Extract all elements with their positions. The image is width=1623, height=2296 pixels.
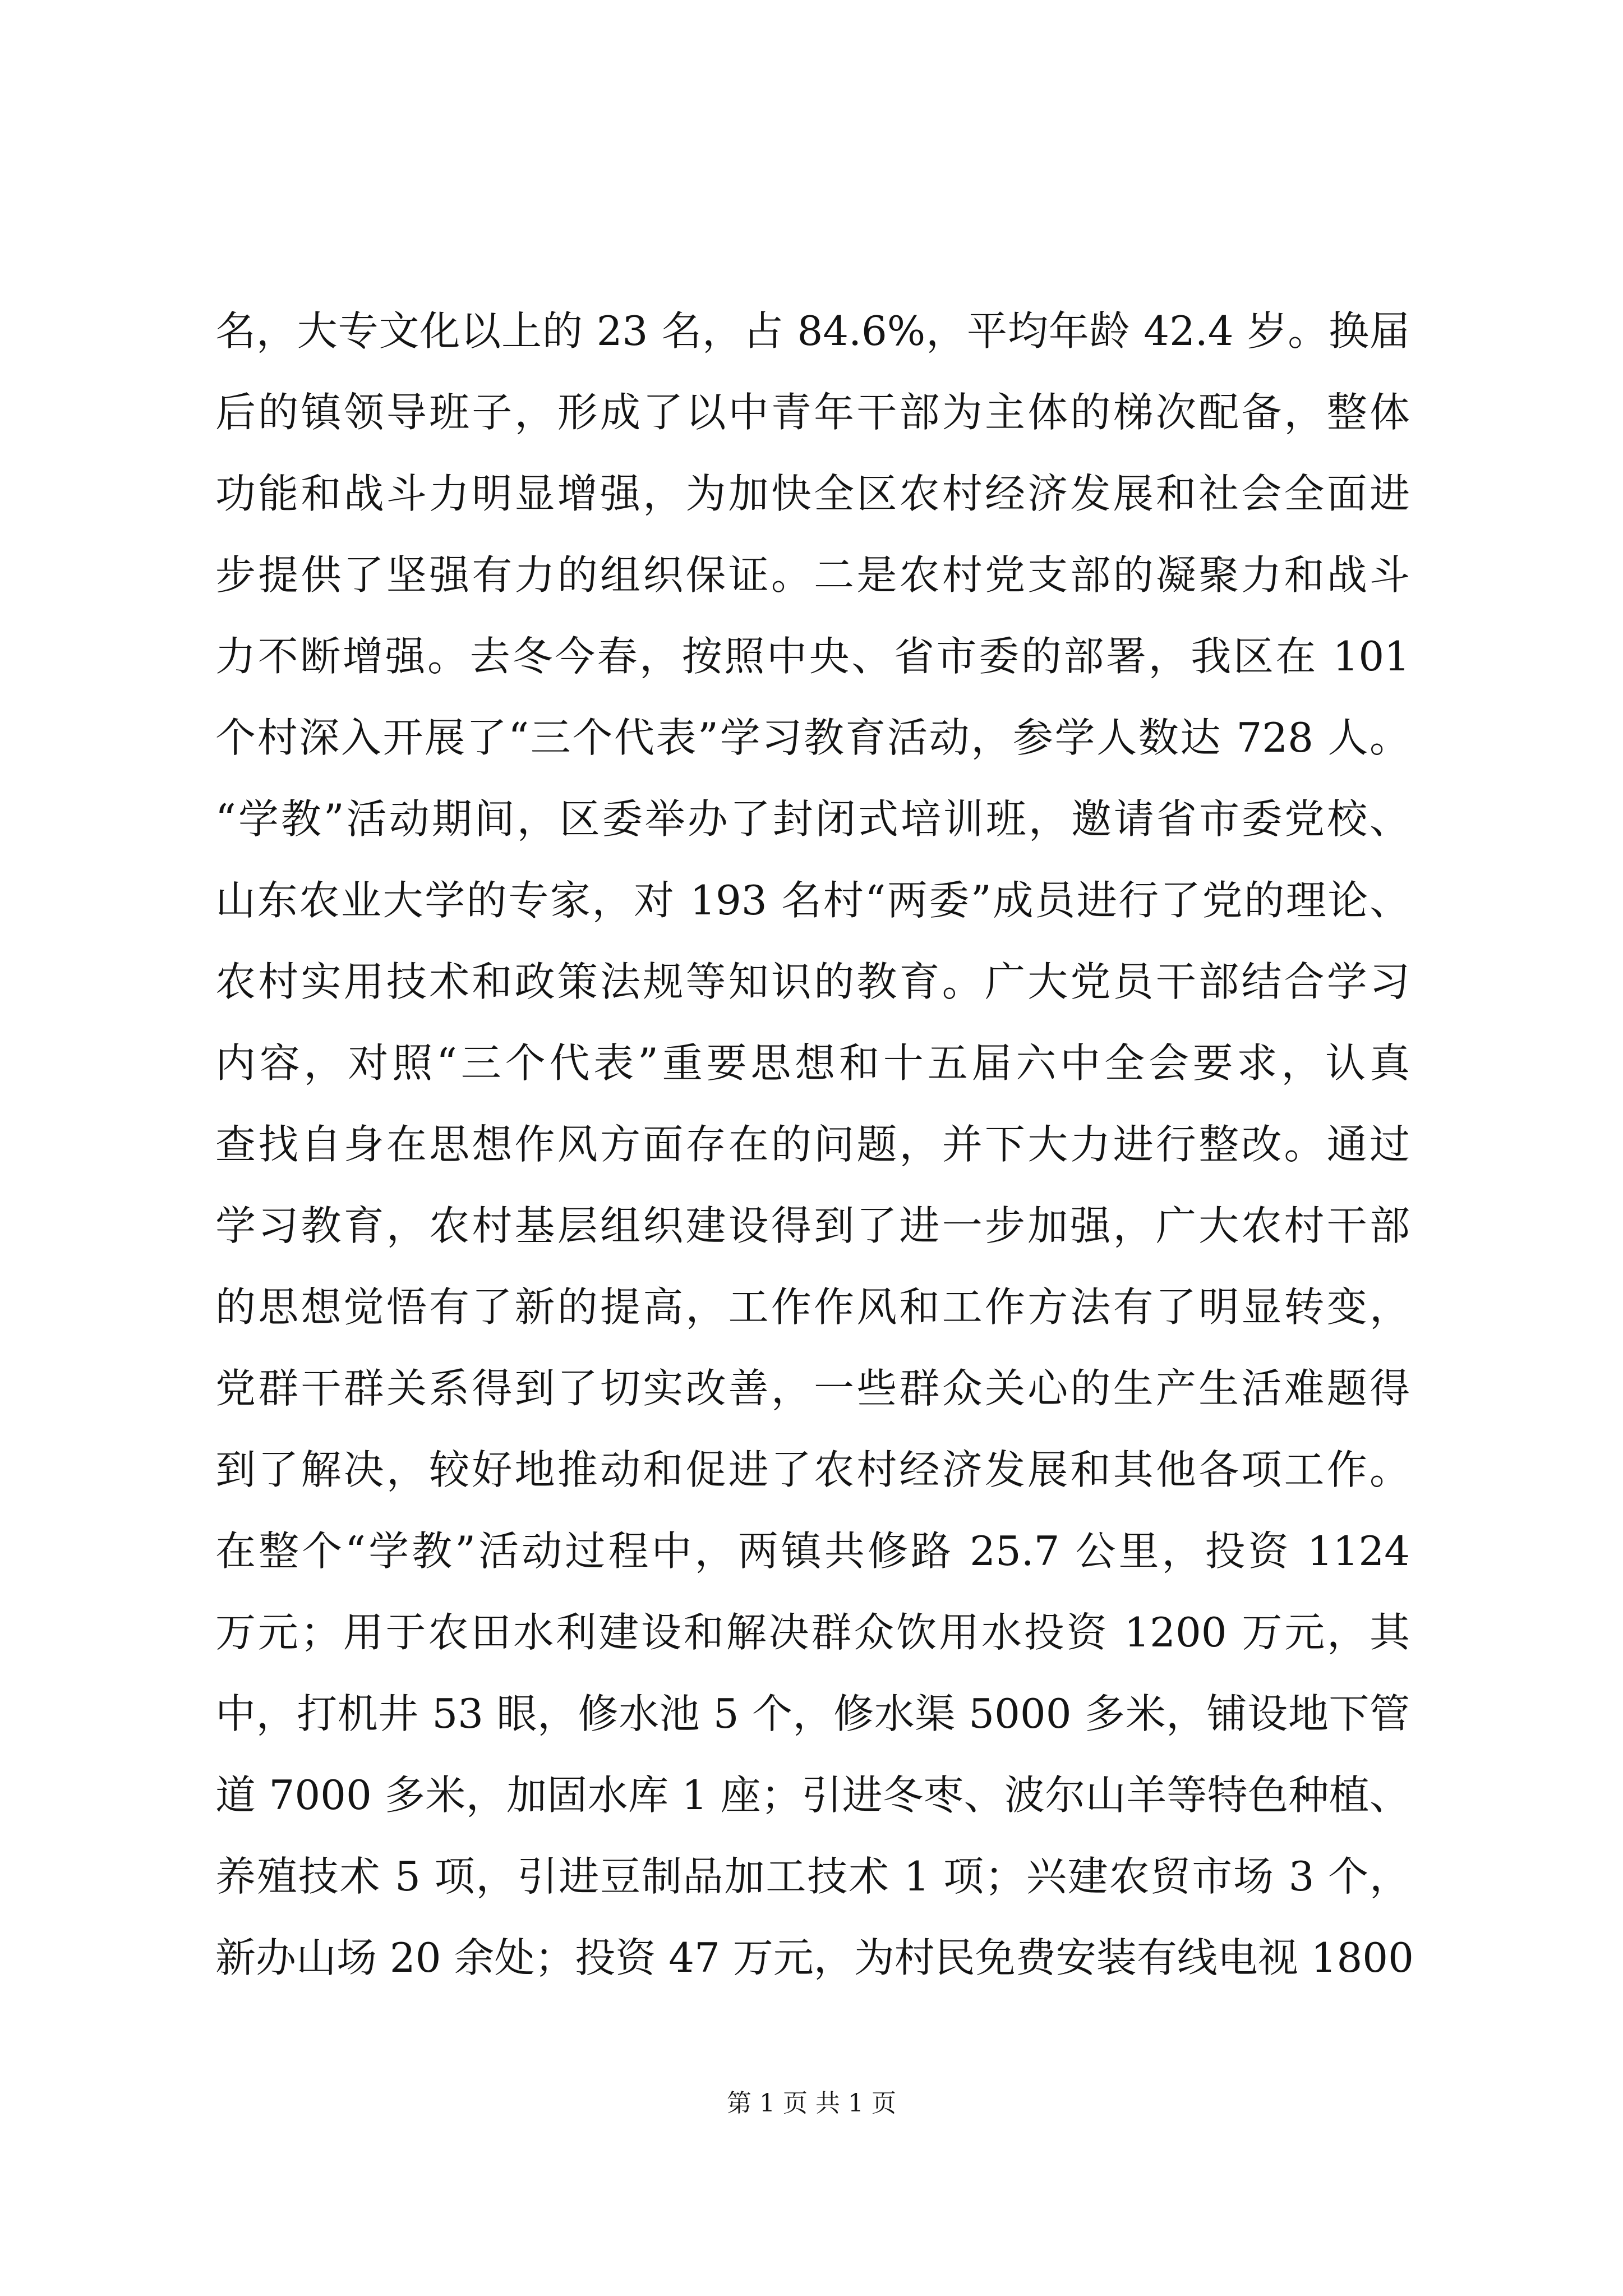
text-line: 功能和战斗力明显增强，为加快全区农村经济发展和社会全面进	[215, 470, 1410, 517]
text-line: 步提供了坚强有力的组织保证。二是农村党支部的凝聚力和战斗	[215, 551, 1410, 599]
text-line: 山东农业大学的专家，对 193 名村“两委”成员进行了党的理论、	[215, 877, 1410, 924]
text-line: 名，大专文化以上的 23 名，占 84.6%，平均年龄 42.4 岁。换届	[215, 307, 1410, 355]
text-line: 中，打机井 53 眼，修水池 5 个，修水渠 5000 多米，铺设地下管	[215, 1690, 1410, 1737]
text-line: 新办山场 20 余处；投资 47 万元，为村民免费安装有线电视 1800	[215, 1934, 1414, 1981]
text-line: 学习教育，农村基层组织建设得到了进一步加强，广大农村干部	[215, 1202, 1410, 1249]
text-line: 到了解决，较好地推动和促进了农村经济发展和其他各项工作。	[215, 1446, 1410, 1493]
text-line: 养殖技术 5 项，引进豆制品加工技术 1 项；兴建农贸市场 3 个，	[215, 1853, 1410, 1900]
text-line: 后的镇领导班子，形成了以中青年干部为主体的梯次配备，整体	[215, 389, 1410, 436]
text-line: 查找自身在思想作风方面存在的问题，并下大力进行整改。通过	[215, 1121, 1410, 1168]
text-line: 内容，对照“三个代表”重要思想和十五届六中全会要求，认真	[215, 1039, 1410, 1087]
text-line: 个村深入开展了“三个代表”学习教育活动，参学人数达 728 人。	[215, 714, 1410, 761]
text-line: 农村实用技术和政策法规等知识的教育。广大党员干部结合学习	[215, 958, 1410, 1005]
page-footer	[0, 2087, 1623, 2120]
text-line: 党群干群关系得到了切实改善，一些群众关心的生产生活难题得	[215, 1365, 1410, 1412]
body-text	[215, 291, 1414, 1999]
text-line: 万元；用于农田水利建设和解决群众饮用水投资 1200 万元，其	[215, 1609, 1410, 1656]
text-line: 在整个“学教”活动过程中，两镇共修路 25.7 公里，投资 1124	[215, 1527, 1410, 1575]
text-line: 力不断增强。去冬今春，按照中央、省市委的部署，我区在 101	[215, 633, 1410, 680]
text-line: “学教”活动期间，区委举办了封闭式培训班，邀请省市委党校、	[215, 795, 1410, 843]
page-number-label: 第 1 页 共 1 页	[727, 2089, 896, 2118]
text-line: 的思想觉悟有了新的提高，工作作风和工作方法有了明显转变，	[215, 1283, 1410, 1331]
text-line: 道 7000 多米，加固水库 1 座；引进冬枣、波尔山羊等特色种植、	[215, 1772, 1410, 1819]
